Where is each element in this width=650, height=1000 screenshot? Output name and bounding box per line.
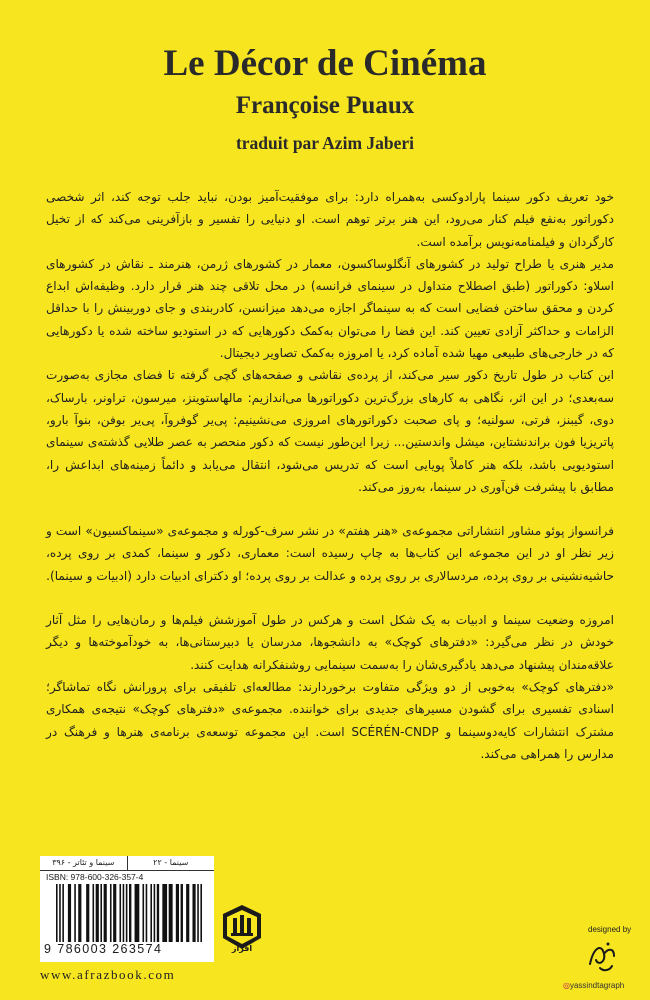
barcode-bar xyxy=(104,884,107,942)
barcode-bar xyxy=(192,884,195,942)
instagram-icon: ◎ xyxy=(563,981,570,990)
barcode-bar xyxy=(197,884,199,942)
barcode-bar xyxy=(186,884,189,942)
instagram-handle: yassindtagraph xyxy=(569,981,625,990)
book-author: Françoise Puaux xyxy=(235,92,415,119)
book-translator: traduit par Azim Jaberi xyxy=(235,133,415,153)
series-paragraph: امروزه وضعیت سینما و ادبیات به یک شکل است و هرکس در طول آموزشش فیلم‌ها و رمان‌هایی را مثل آثار خودش در نظر می‌گیرد: «دفترهای کوچک» به دانشجوها، مدرسان یا دبیرستانی‌ها، به خودآموخته‌ها و دیگر علاقه‌مندان پیشنهاد می‌دهد یادگیری‌شان را به‌سمت سینمایی روشنفکرانه هدایت کنند. xyxy=(46,613,614,672)
blurb-text xyxy=(46,186,614,765)
barcode-bar xyxy=(96,884,99,942)
barcode-bar xyxy=(56,884,58,942)
series-paragraph: «دفترهای کوچک» به‌خوبی از دو ویژگی متفاوت برخوردارند: مطالعه‌ای تلفیقی برای پرورانش نگاه تماشاگر؛ اسنادی تفسیری برای گشودن مسیرهای جدیدی برای خواننده. مجموعه‌ی «دفترهای کوچک» نتیجه‌ی همکاری مشترک انتشارات کایه‌دوسینما و SCÉRÉN-CNDP است. این مجموعه توسعه‌ی برنامه‌ی هنرها و فرهنگ در مدارس را همراهی می‌کند. xyxy=(46,679,614,761)
series-numbers xyxy=(40,856,214,871)
barcode-bar xyxy=(68,884,71,942)
barcode-bar xyxy=(135,884,140,942)
barcode-bars xyxy=(54,884,204,942)
series-number-cinema: سینما - ۲۲ xyxy=(153,858,189,867)
barcode-bar xyxy=(154,884,156,942)
barcode-digits: 9 786003 263574 xyxy=(44,942,163,956)
barcode-bar xyxy=(200,884,202,942)
barcode-bar xyxy=(93,884,95,942)
barcode-bar xyxy=(129,884,131,942)
barcode-bar xyxy=(181,884,183,942)
barcode-bar xyxy=(78,884,81,942)
barcode-bar xyxy=(59,884,61,942)
barcode-bar xyxy=(62,884,64,942)
publisher-logo-text: افراز xyxy=(231,944,253,953)
barcode-bar xyxy=(150,884,152,942)
designed-by-label: designed by xyxy=(588,925,632,934)
barcode-bar xyxy=(146,884,148,942)
designer-signature-icon xyxy=(584,936,620,976)
author-bio-paragraph: فرانسواز پوئو مشاور انتشاراتی مجموعه‌ی «هنر هفتم» در نشر سرف-کورله و مجموعه‌ی «سینماکسیون» است و زیر نظر او در این مجموعه این کتاب‌ها به چاپ رسیده است: معماری، دکور و سینما، کمدی بر روی پرده، حاشیه‌نشینی بر روی پرده، مردسالاری بر روی پرده و عدالت بر روی پرده؛ او دکترای ادبیات دارد (ادبیات و سینما). xyxy=(46,524,614,583)
blurb-paragraph: مدیر هنری یا طراح تولید در کشورهای آنگلوساکسون، معمار در کشورهای ژرمن، هنرمند ـ نقاش در کشورهای اسلاو: دکوراتور (طبق اصطلاح متداول در سینمای فرانسه) در محل تلاقی چند هنر قرار دارد. وظیفه‌اش ابداع کردن و محقق ساختن فضایی است که به سینماگر اجازه می‌دهد میزانسن، کادربندی و جای دوربینش را با حداقل الزامات و حداکثر آزادی تعیین کند. این فضا را می‌توان به‌کمک دکورهایی که در استودیو ساخته شده یا دکورهایی که در خارجی‌های طبیعی مهیا شده آماده کرد، یا امروزه به‌کمک تصاویر دیجیتال. xyxy=(46,256,614,361)
barcode-bar xyxy=(162,884,167,942)
book-title: Le Décor de Cinéma xyxy=(163,43,487,84)
barcode-bar xyxy=(119,884,121,942)
barcode-bar xyxy=(176,884,179,942)
barcode-bar xyxy=(100,884,102,942)
blurb-paragraph: این کتاب در طول تاریخ دکور سیر می‌کند، از پرده‌ی نقاشی و صفحه‌های گچی گرفته تا فضای مجازی به‌صورت سه‌بعدی؛ در این اثر، نگاهی به کارهای بزرگ‌ترین دکوراتورها می‌اندازیم: مالهاستوینز، میرسون، تراونر، بارساک، دوی، گیبنز، فرتی، سولنیه؛ و پای صحبت دکوراتورهای امروزی می‌نشینیم: پی‌یر گوفروآ، پی‌یر بوفن، بنوآ بارو، پاتریزیا فون براندنشتاین، میشل واندستین... زیرا این‌طور نیست که دکور منحصر به عصر طلایی گذشته‌ی سینمای استودیویی باشد، بلکه هنر کاملاً پویایی است که تدریس می‌شود، انتقال می‌یابد و دائماً زمینه‌های ابداعش را، مطابق با پیشرفت فن‌آوری در سینما، به‌روز می‌کند. xyxy=(46,368,614,494)
barcode-bar xyxy=(169,884,173,942)
series-number-cinema-theatre: سینما و تئاتر - ۳۹۶ xyxy=(40,856,128,870)
barcode-bar xyxy=(157,884,159,942)
isbn-label: ISBN: 978-600-326-357-4 xyxy=(46,872,144,882)
barcode-bar xyxy=(142,884,144,942)
blurb-paragraph: خود تعریف دکور سینما پارادوکسی به‌همراه دارد: برای موفقیت‌آمیز بودن، نباید جلب توجه کند، اثر شخصی دکوراتور به‌نفع فیلم کنار می‌رود، این هنر برتر توهم است. او دنیایی را تفسیر و بازآفرینی می‌کند که از تخیل کارگردان و فیلمنامه‌نویس برآمده است. xyxy=(46,190,614,249)
barcode-bar xyxy=(123,884,125,942)
barcode-panel xyxy=(40,856,214,962)
publisher-website: www.afrazbook.com xyxy=(40,967,176,982)
barcode-bar xyxy=(113,884,116,942)
barcode-bar xyxy=(110,884,112,942)
barcode-bar xyxy=(74,884,76,942)
barcode-bar xyxy=(86,884,89,942)
barcode-bar xyxy=(126,884,128,942)
designer-instagram xyxy=(563,981,624,990)
